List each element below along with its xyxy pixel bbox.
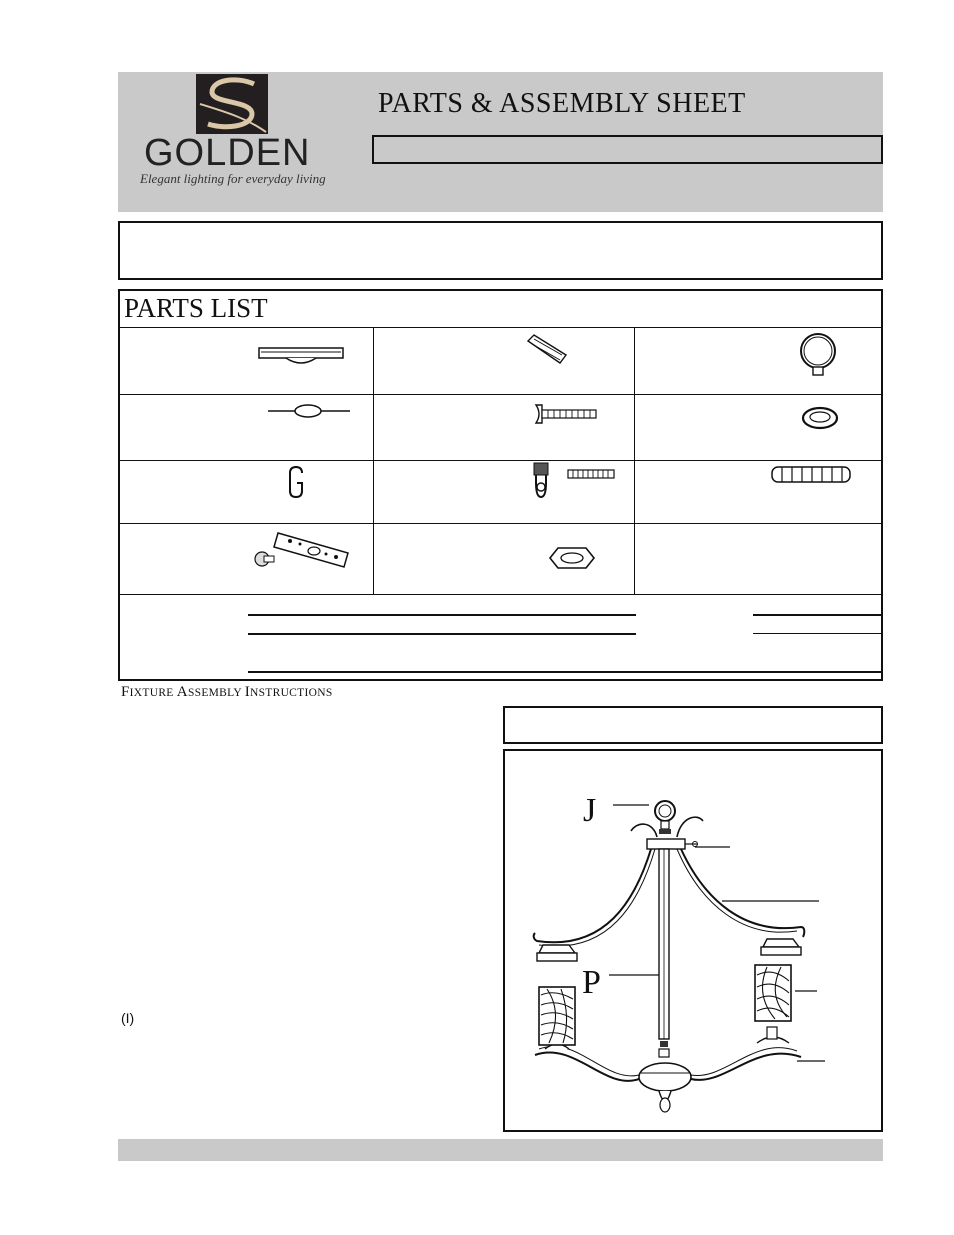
- diagram-label-j: J: [583, 792, 597, 829]
- fill-in-line: [753, 633, 883, 634]
- chain-link-icon: [268, 401, 350, 421]
- table-rule: [120, 460, 881, 461]
- fill-in-line: [248, 614, 636, 616]
- diagram-title-box: [503, 706, 883, 744]
- table-rule: [120, 594, 881, 595]
- page-title: PARTS & ASSEMBLY SHEET: [378, 88, 746, 119]
- table-rule: [120, 523, 881, 524]
- table-column-rule: [373, 327, 374, 595]
- diagram-label-p: P: [582, 964, 601, 1001]
- logo-wordmark: GOLDEN: [144, 132, 311, 174]
- footer-bar: [118, 1139, 883, 1161]
- assembly-diagram: [503, 749, 883, 1132]
- table-rule: [120, 394, 881, 395]
- lock-washer-icon: [800, 405, 840, 431]
- canopy-icon: [258, 346, 344, 368]
- chandelier-drawing: [505, 751, 881, 1130]
- fill-in-line: [248, 671, 883, 673]
- logo-tagline: Elegant lighting for everyday living: [140, 171, 326, 186]
- swivel-nipple-icon: [528, 461, 618, 503]
- parts-list-title: PARTS LIST: [124, 293, 268, 323]
- brand-logo: [130, 72, 326, 212]
- fixture-info-box: [118, 221, 883, 280]
- parts-list-table: [118, 289, 883, 681]
- logo-emblem: [196, 74, 268, 134]
- step-label: (I): [121, 1010, 135, 1026]
- header-banner: [118, 72, 883, 212]
- table-rule: [120, 327, 881, 328]
- chain-cover-icon: [770, 465, 854, 485]
- loop-icon: [796, 331, 842, 377]
- mounting-strap-icon: [250, 527, 350, 577]
- screw-icon: [534, 403, 598, 425]
- instructions-heading: FIXTURE ASSEMBLY INSTRUCTIONS: [121, 684, 333, 700]
- logo-s-icon: [196, 74, 268, 134]
- hex-nut-icon: [548, 546, 596, 570]
- wire-nut-icon: [526, 333, 568, 365]
- table-column-rule: [634, 327, 635, 595]
- model-number-field: [372, 135, 883, 164]
- fill-in-line: [248, 633, 636, 635]
- s-hook-icon: [286, 465, 308, 499]
- fill-in-line: [753, 614, 883, 616]
